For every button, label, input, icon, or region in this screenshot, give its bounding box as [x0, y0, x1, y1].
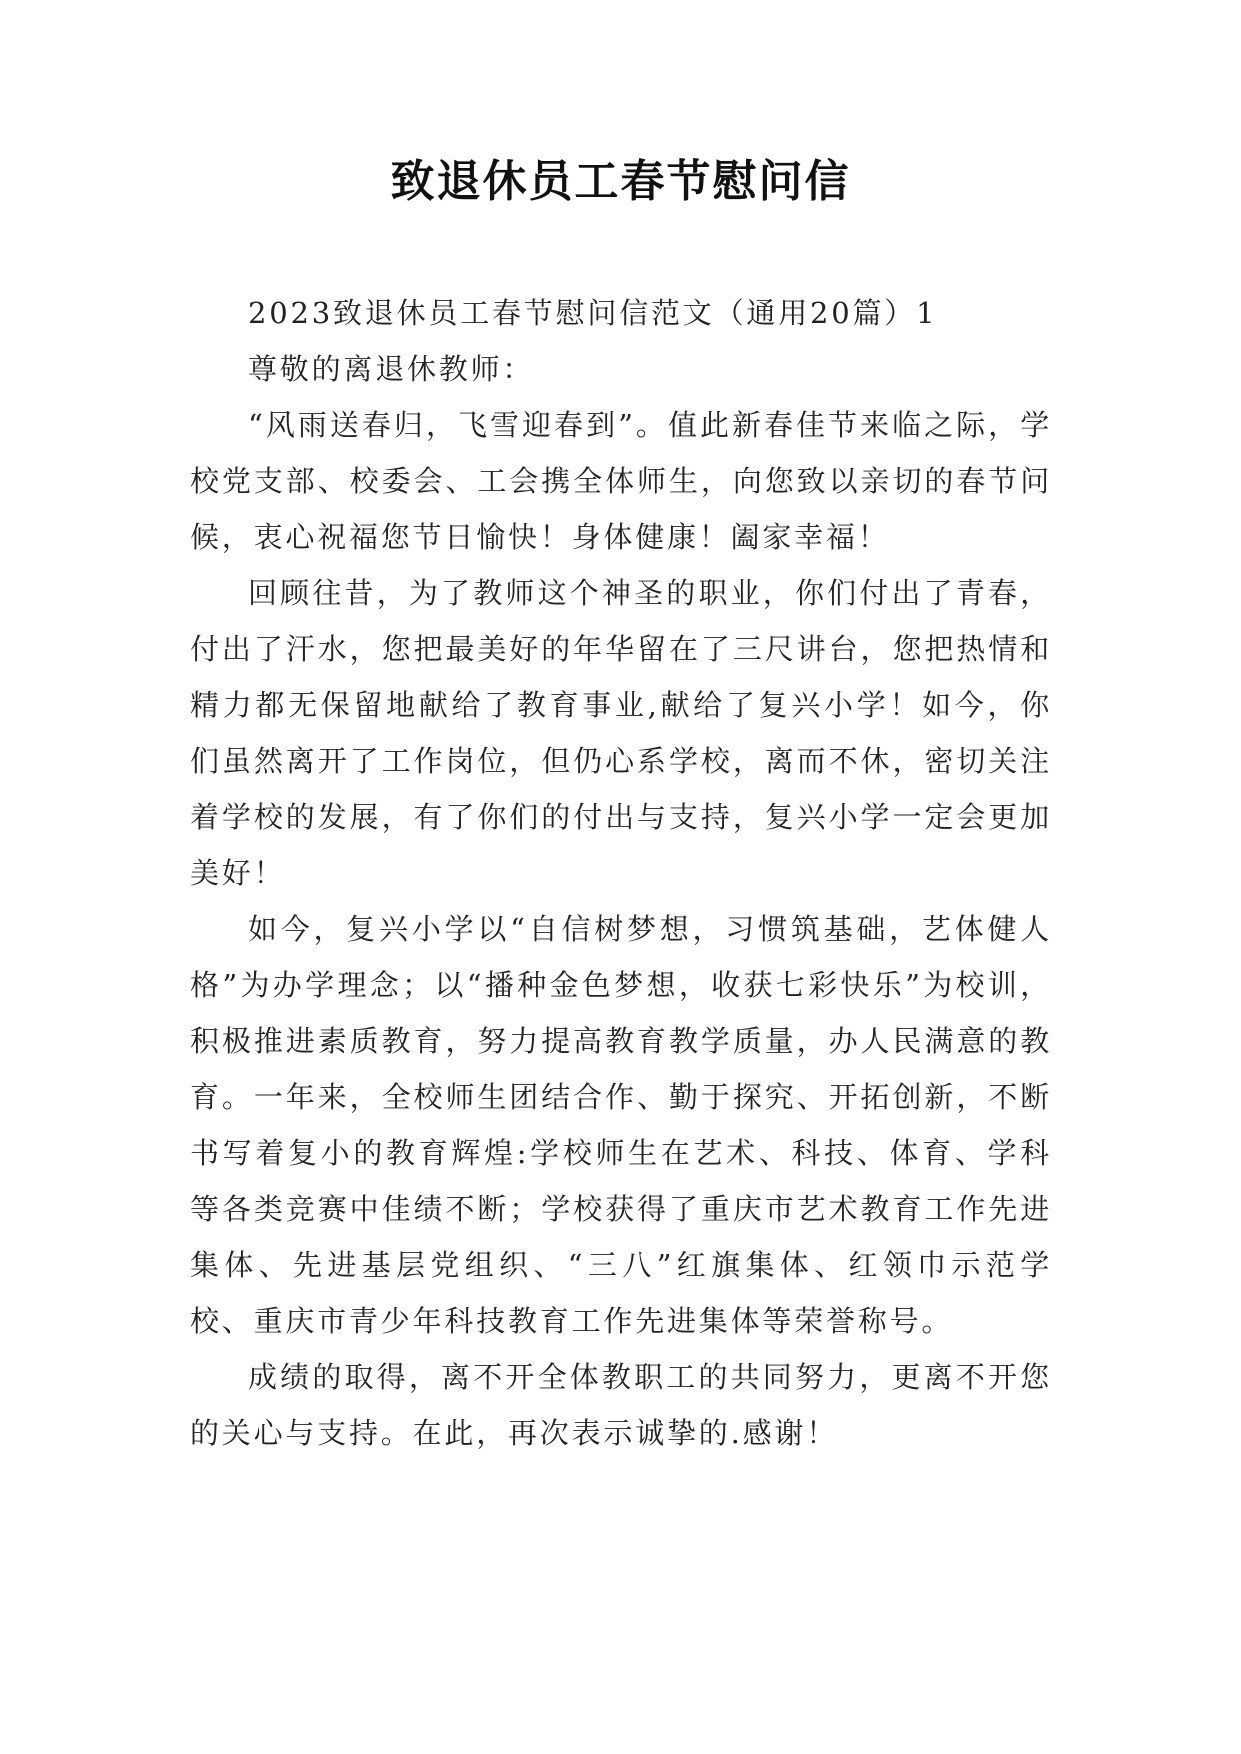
paragraph-salutation: 尊敬的离退休教师： [248, 352, 535, 386]
paragraph-achievements: 如今，复兴小学以“自信树梦想，习惯筑基础，艺体健人格”为办学理念；以“播种金色梦想，收获七彩快乐”为校训，积极推进素质教育，努力提高教育教学质量，办人民满意的教育。一年来，全校师生团结合作、勤于探究、开拓创新，不断书写着复小的教育辉煌:学校师生在艺术、科技、体育、学科等各类竞赛中佳绩不断；学校获得了重庆市艺术教育工作先进集体、先进基层党组织、“三八”红旗集体、红领巾示范学校、重庆市青少年科技教育工作先进集体等荣誉称号。 [190, 912, 1052, 1338]
paragraph-greeting: “风雨送春归，飞雪迎春到”。值此新春佳节来临之际，学校党支部、校委会、工会携全体师生，向您致以亲切的春节问候，衷心祝福您节日愉快！身体健康！阖家幸福！ [190, 408, 1052, 554]
document-body [190, 285, 1052, 1461]
paragraph-subtitle: 2023致退休员工春节慰问信范文（通用20篇）1 [248, 296, 938, 330]
document-title: 致退休员工春节慰问信 [390, 156, 851, 207]
paragraph-review: 回顾往昔，为了教师这个神圣的职业，你们付出了青春，付出了汗水，您把最美好的年华留在了三尺讲台，您把热情和精力都无保留地献给了教育事业,献给了复兴小学！如今，你们虽然离开了工作岗位，但仍心系学校，离而不休，密切关注着学校的发展，有了你们的付出与支持，复兴小学一定会更加美好！ [190, 576, 1052, 890]
paragraph-thanks: 成绩的取得，离不开全体教职工的共同努力，更离不开您的关心与支持。在此，再次表示诚挚的.感谢！ [190, 1360, 1052, 1450]
